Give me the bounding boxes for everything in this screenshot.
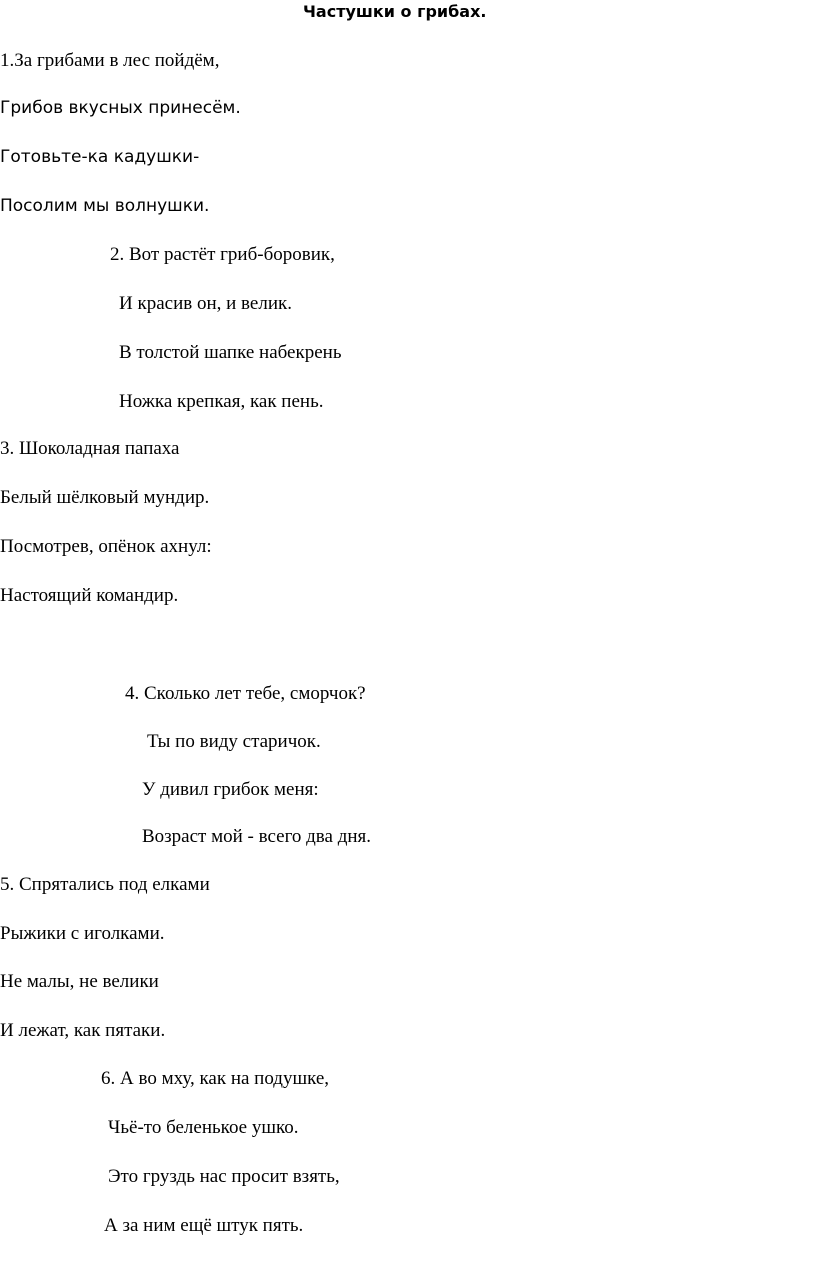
stanza-line: 1.За грибами в лес пойдём,: [0, 50, 220, 71]
stanza-line: Ножка крепкая, как пень.: [119, 391, 324, 412]
stanza-line: Не малы, не велики: [0, 971, 159, 992]
stanza-line: Грибов вкусных принесём.: [0, 98, 241, 118]
stanza-line: 5. Спрятались под елками: [0, 874, 210, 895]
stanza-line: Рыжики с иголками.: [0, 923, 165, 944]
stanza-line: Чьё-то беленькое ушко.: [108, 1117, 299, 1138]
stanza-line: Посолим мы волнушки.: [0, 196, 210, 216]
stanza-line: Посмотрев, опёнок ахнул:: [0, 536, 212, 557]
stanza-line: Белый шёлковый мундир.: [0, 487, 210, 508]
stanza-line: И красив он, и велик.: [119, 293, 292, 314]
stanza-line: Возраст мой - всего два дня.: [142, 826, 372, 847]
stanza-line: 4. Сколько лет тебе, сморчок?: [125, 683, 366, 704]
stanza-line: Настоящий командир.: [0, 585, 179, 606]
stanza-line: 6. А во мху, как на подушке,: [101, 1068, 330, 1089]
stanza-line: У дивил грибок меня:: [142, 779, 319, 800]
stanza-line: В толстой шапке набекрень: [119, 342, 342, 363]
stanza-line: Готовьте-ка кадушки-: [0, 147, 200, 167]
stanza-line: И лежат, как пятаки.: [0, 1020, 166, 1041]
stanza-line: А за ним ещё штук пять.: [104, 1215, 304, 1236]
stanza-line: 3. Шоколадная папаха: [0, 438, 180, 459]
stanza-line: Это груздь нас просит взять,: [108, 1166, 340, 1187]
stanza-line: 2. Вот растёт гриб-боровик,: [110, 244, 335, 265]
stanza-line: Ты по виду старичок.: [147, 731, 321, 752]
page-title: Частушки о грибах.: [303, 2, 487, 21]
